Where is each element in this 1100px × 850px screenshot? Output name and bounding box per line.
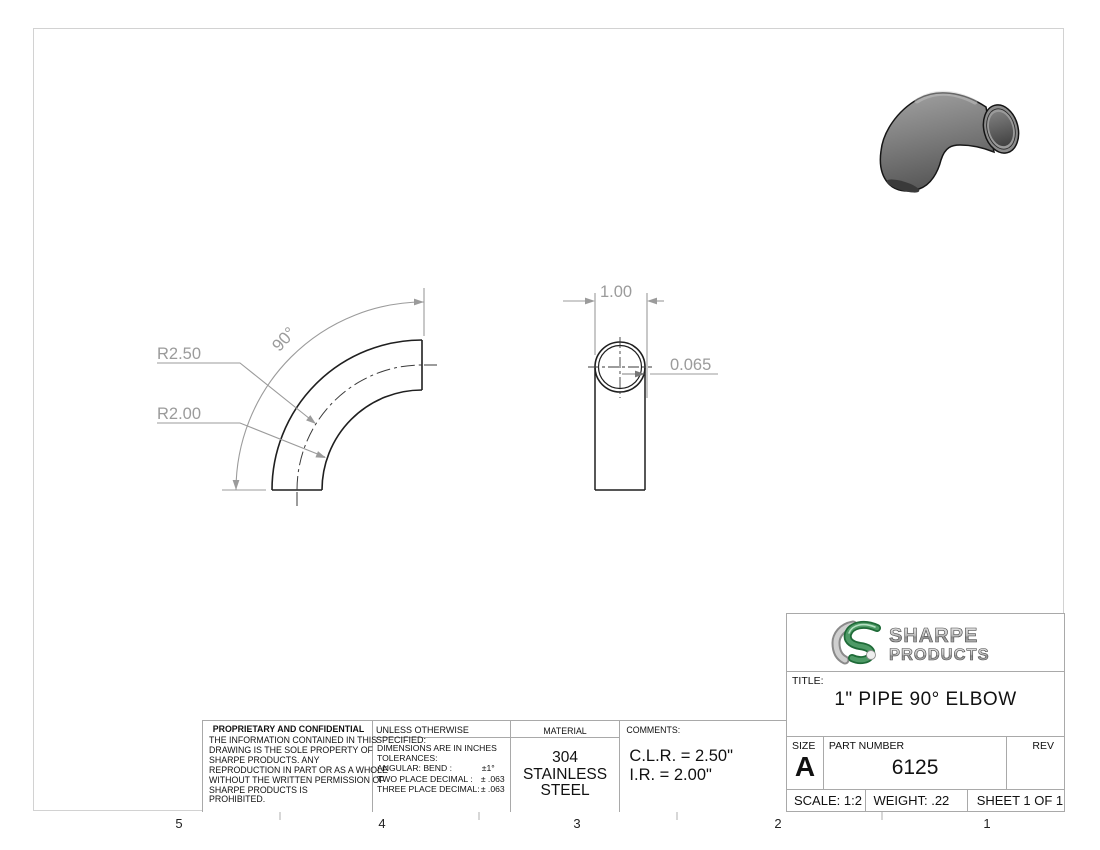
part-number-label: PART NUMBER [828,740,905,752]
tolerance-row-label: THREE PLACE DECIMAL: [377,783,480,794]
part-number-value: 6125 [891,756,939,779]
tolerance-row-value: ± .063 [480,773,505,784]
angle-dimension-text: 90° [268,323,300,356]
comment-clr: C.L.R. = 2.50" [629,747,733,765]
tolerance-row-value: ±1° [481,763,495,774]
proprietary-line: WITHOUT THE WRITTEN PERMISSION OF [209,774,385,785]
drawing-title: 1" PIPE 90° ELBOW [834,689,1017,710]
size-row [787,737,1064,790]
proprietary-line: SHARPE PRODUCTS. ANY [209,754,320,765]
center-radius-text: R2.50 [157,345,202,363]
title-label: TITLE: [792,675,824,687]
sheet-cell: SHEET 1 OF 1 [976,793,1064,808]
zone-label-4: 4 [378,816,386,831]
rev-label: REV [1032,740,1055,752]
size-cell [787,737,824,789]
proprietary-line: REPRODUCTION IN PART OR AS A WHOLE [209,764,388,775]
tolerance-row-label: TWO PLACE DECIMAL : [377,773,473,784]
sharpe-products-logo [817,618,1035,668]
material-value: 304 STAINLESS STEEL [522,749,608,800]
inner-radius-dimension [157,405,327,461]
title-row [787,672,1064,737]
zone-label-1: 1 [983,816,991,831]
elbow-3d-render [880,93,1023,195]
size-value: A [794,751,816,782]
od-dimension [563,283,664,398]
wall-dimension-text: 0.065 [670,356,712,374]
tolerance-header: UNLESS OTHERWISE SPECIFIED: [373,721,510,738]
pipe-s-icon [836,624,877,660]
tolerance-note-cell [373,721,511,812]
zone-label-2: 2 [774,816,782,831]
od-dimension-text: 1.00 [599,283,633,301]
tolerance-line: DIMENSIONS ARE IN INCHES [377,743,497,753]
rev-cell [1007,737,1064,789]
weight-cell: WEIGHT: .22 [866,790,967,811]
zone-label-3: 3 [573,816,581,831]
proprietary-line: THE INFORMATION CONTAINED IN THIS [209,735,378,745]
proprietary-title: PROPRIETARY AND CONFIDENTIAL [212,724,365,734]
tolerance-line: TOLERANCES: [377,753,438,764]
tolerance-row [377,774,505,784]
comment-ir: I.R. = 2.00" [629,766,712,784]
elbow-outline [272,340,422,490]
size-label: SIZE [792,740,816,752]
title-block [786,613,1065,812]
tolerance-row [377,763,505,773]
inner-radius-text: R2.00 [157,405,202,423]
logo-row [787,614,1064,672]
comments-header: COMMENTS: [626,725,681,735]
material-cell [511,721,621,812]
proprietary-note-cell [203,721,388,812]
material-header: MATERIAL [511,721,620,738]
front-view-elbow [157,288,437,507]
tolerance-row-value: ± .063 [480,783,505,794]
side-view-pipe [563,283,718,490]
elbow-centerline [297,365,437,507]
proprietary-line: PROHIBITED. [209,794,266,805]
comments-cell [620,721,787,812]
tolerance-row [377,784,505,794]
tolerance-row-label: ANGULAR: BEND : [377,763,452,774]
notes-strip [202,720,787,812]
proprietary-line: SHARPE PRODUCTS IS [209,784,308,795]
scale-row [787,790,1064,811]
scale-cell: SCALE: 1:2 [787,790,866,811]
angle-dimension [222,288,424,490]
logo-text-line2: PRODUCTS [888,645,990,664]
proprietary-line: DRAWING IS THE SOLE PROPERTY OF [209,744,373,755]
logo-text-line1: SHARPE [888,624,978,647]
part-number-cell [824,737,1007,789]
elbow-3d-body [880,93,994,191]
zone-label-5: 5 [175,816,183,831]
